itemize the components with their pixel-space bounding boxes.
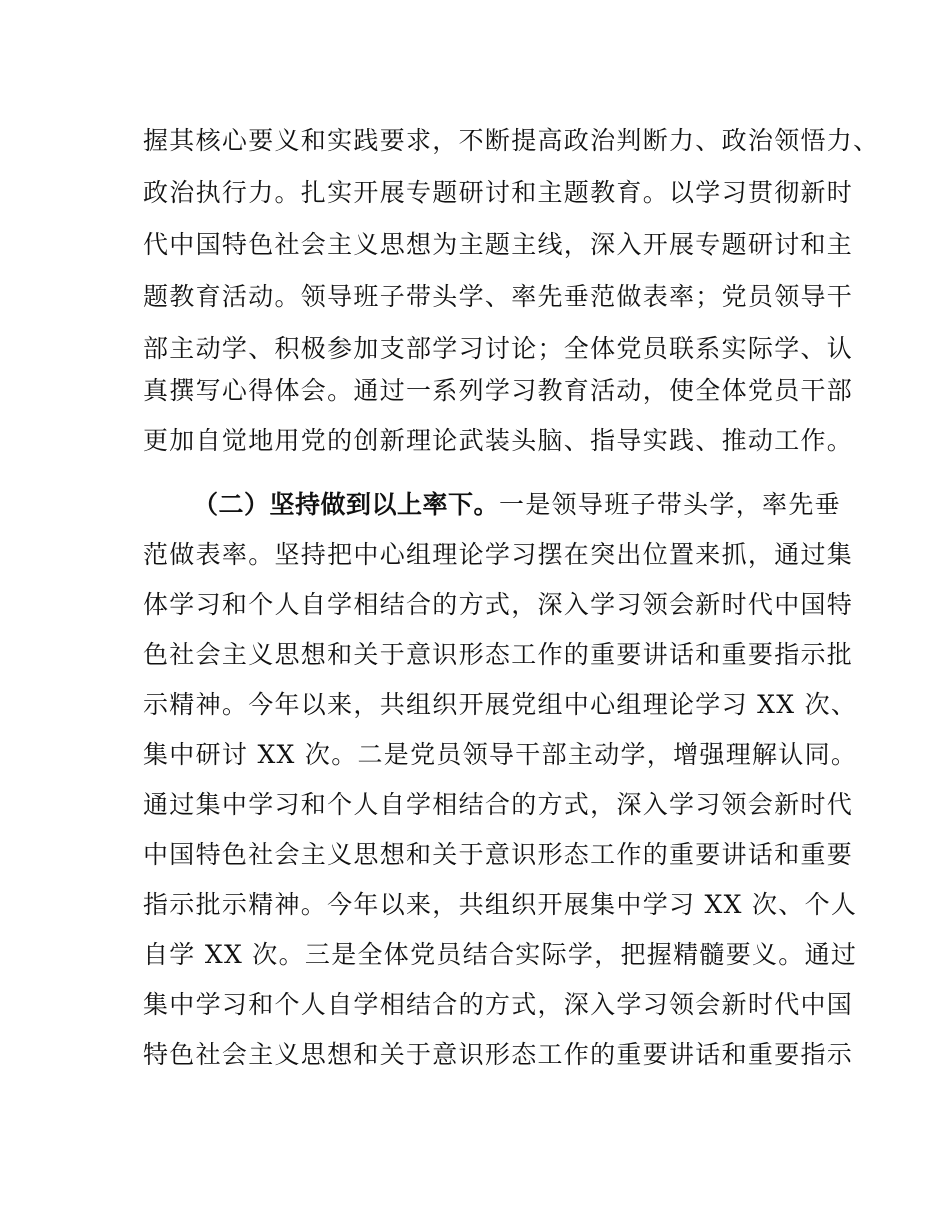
text-line: 通过集中学习和个人自学相结合的方式，深入学习领会新时代: [143, 790, 854, 819]
text-line: 代中国特色社会主义思想为主题主线，深入开展专题研讨和主: [143, 230, 854, 259]
text-line: 题教育活动。领导班子带头学、率先垂范做表率；党员领导干: [143, 282, 854, 311]
text-line: 指示批示精神。今年以来，共组织开展集中学习 XX 次、个人: [143, 890, 858, 919]
heading-continuation: 一是领导班子带头学，率先垂: [499, 490, 841, 519]
text-line: 自学 XX 次。三是全体党员结合实际学，把握精髓要义。通过: [143, 940, 858, 969]
section-heading: （二）坚持做到以上率下。: [193, 490, 500, 519]
text-line: 真撰写心得体会。通过一系列学习教育活动，使全体党员干部: [143, 376, 854, 405]
text-line: 中国特色社会主义思想和关于意识形态工作的重要讲话和重要: [143, 840, 854, 869]
text-line: 部主动学、积极参加支部学习讨论；全体党员联系实际学、认: [143, 334, 854, 363]
text-line: 特色社会主义思想和关于意识形态工作的重要讲话和重要指示: [143, 1040, 854, 1069]
text-line: 色社会主义思想和关于意识形态工作的重要讲话和重要指示批: [143, 640, 854, 669]
text-line: 范做表率。坚持把中心组理论学习摆在突出位置来抓，通过集: [143, 540, 854, 569]
text-line: [193, 490, 841, 520]
text-line: 体学习和个人自学相结合的方式，深入学习领会新时代中国特: [143, 590, 854, 619]
text-line: 政治执行力。扎实开展专题研讨和主题教育。以学习贯彻新时: [143, 178, 854, 207]
text-line: 握其核心要义和实践要求，不断提高政治判断力、政治领悟力、: [143, 126, 880, 155]
text-line: 更加自觉地用党的创新理论武装头脑、指导实践、推动工作。: [143, 426, 854, 455]
text-line: 集中学习和个人自学相结合的方式，深入学习领会新时代中国: [143, 990, 854, 1019]
text-line: 集中研讨 XX 次。二是党员领导干部主动学，增强理解认同。: [143, 740, 858, 769]
text-line: 示精神。今年以来，共组织开展党组中心组理论学习 XX 次、: [143, 690, 858, 719]
